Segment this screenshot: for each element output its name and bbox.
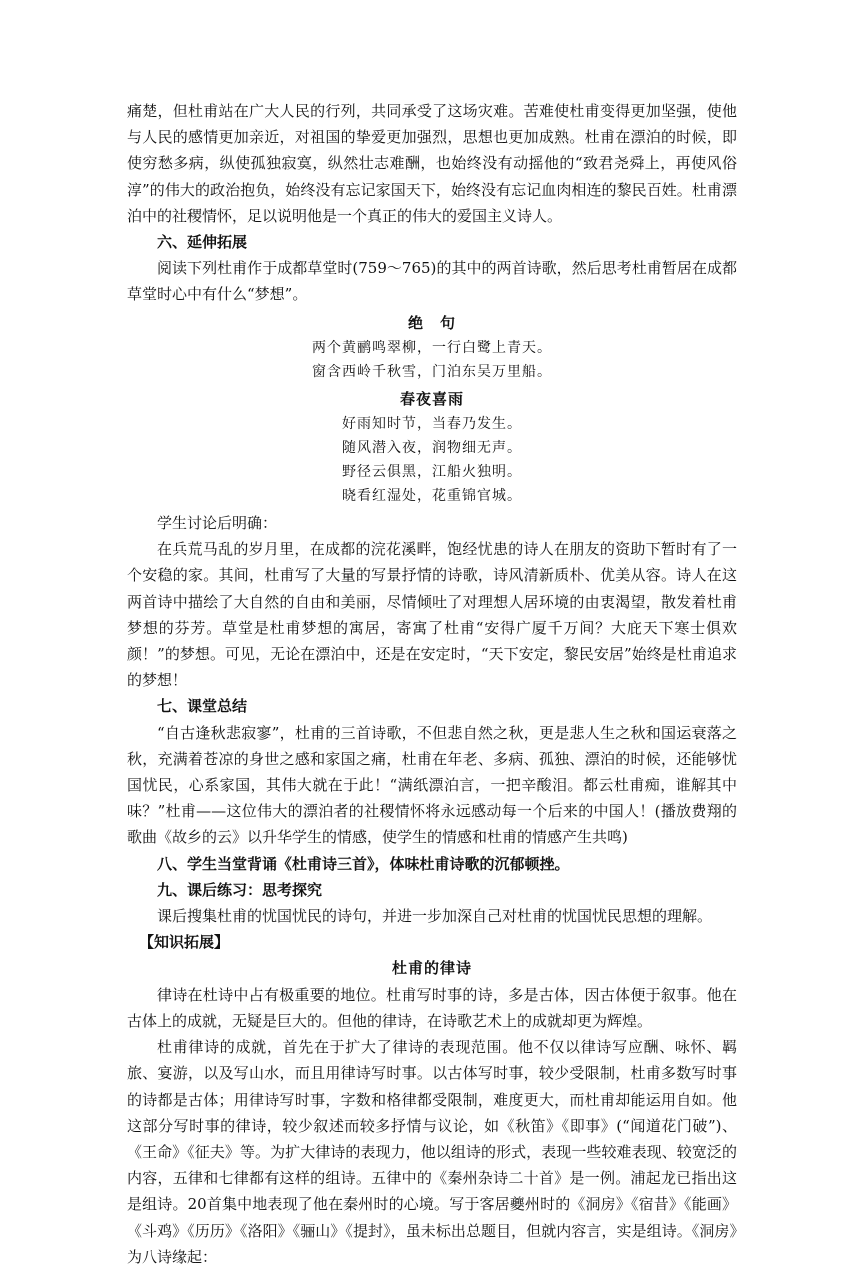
section-7-heading: 七、课堂总结 [157, 697, 248, 716]
knowledge-paragraph: 律诗在杜诗中占有极重要的地位。杜甫写时事的诗，多是古体，因古体便于叙事。他在古体上的成就，无疑是巨大的。但他的律诗，在诗歌艺术上的成就却更为辉煌。 [127, 985, 737, 1030]
section-6-heading: 六、延伸拓展 [157, 233, 248, 252]
poem-line: 窗含西岭千秋雪，门泊东吴万里船。 [312, 363, 552, 380]
poem-line: 随风潜入夜，润物细无声。 [342, 440, 522, 457]
section-6-instruction: 阅读下列杜甫作于成都草堂时(759～765)的其中的两首诗歌，然后思考杜甫暂居在成都草堂时心中有什么“梦想”。 [127, 259, 737, 304]
section-8-heading: 八、学生当堂背诵《杜甫诗三首》，体味杜甫诗歌的沉郁顿挫。 [157, 854, 570, 873]
poem-line: 晓看红湿处，花重锦官城。 [342, 488, 522, 505]
knowledge-paragraph: 杜甫律诗的成就，首先在于扩大了律诗的表现范围。他不仅以律诗写应酬、咏怀、羁旅、宴游，以及写山水，而且用律诗写时事。以古体写时事，较少受限制，杜甫多数写时事的诗都是古体；用律诗写时事，字数和格律都受限制，难度更大，而杜甫却能运用自如。他这部分写时事的律诗，较少叙述而较多抒情与议论，如《秋笛》《即事》(“闻道花门破”)、《王命》《征夫》等。为扩大律诗的表现力，他以组诗的形式，表现一些较难表现、较宽泛的内容，五律和七律都有这样的组诗。五律中的《秦州杂诗二十首》是一例。浦起龙已指出这是组诗。20首集中地表现了他在秦州时的心境。写于客居夔州时的《洞房》《宿昔》《能画》《斗鸡》《历历》《洛阳》《骊山》《提封》，虽未标出总题目，但就内容言，实是组诗。《洞房》为八诗缘起： [127, 1038, 737, 1266]
knowledge-label: 【知识拓展】 [139, 933, 230, 952]
section-9-text: 课后搜集杜甫的忧国忧民的诗句，并进一步加深自己对杜甫的忧国忧民思想的理解。 [157, 907, 713, 926]
poem-line: 好雨知时节，当春乃发生。 [342, 416, 522, 433]
poem-title: 春夜喜雨 [399, 389, 464, 408]
knowledge-title: 杜甫的律诗 [391, 959, 472, 978]
poem-chunye-xiyu [127, 386, 737, 508]
poem-jueju [127, 310, 737, 384]
discussion-label: 学生讨论后明确： [157, 514, 278, 533]
section-9-heading: 九、课后练习：思考探究 [157, 880, 323, 899]
document-page [127, 98, 737, 1270]
section-7-text: “自古逢秋悲寂寥”，杜甫的三首诗歌，不但悲自然之秋，更是悲人生之秋和国运衰落之秋，充满着苍凉的身世之感和家国之痛，杜甫在年老、多病、孤独、漂泊的时候，还能够忧国忧民，心系家国，其伟大就在于此！“满纸漂泊言，一把辛酸泪。都云杜甫痴，谁解其中味？”杜甫——这位伟大的漂泊者的社稷情怀将永远感动每一个后来的中国人！(播放费翔的歌曲《故乡的云》以升华学生的情感，使学生的情感和杜甫的情感产生共鸣) [127, 723, 737, 847]
intro-paragraph: 痛楚，但杜甫站在广大人民的行列，共同承受了这场灾难。苦难使杜甫变得更加坚强，使他与人民的感情更加亲近，对祖国的挚爱更加强烈，思想也更加成熟。杜甫在漂泊的时候，即使穷愁多病，纵使孤独寂寞，纵然壮志难酬，也始终没有动摇他的“致君尧舜上，再使风俗淳”的伟大的政治抱负，始终没有忘记家国天下，始终没有忘记血肉相连的黎民百姓。杜甫漂泊中的社稷情怀，足以说明他是一个真正的伟大的爱国主义诗人。 [127, 102, 737, 225]
poem-title: 绝 句 [407, 313, 456, 332]
poem-line: 野径云俱黑，江船火独明。 [342, 464, 522, 481]
discussion-text: 在兵荒马乱的岁月里，在成都的浣花溪畔，饱经忧患的诗人在朋友的资助下暂时有了一个安稳的家。其间，杜甫写了大量的写景抒情的诗歌，诗风清新质朴、优美从容。诗人在这两首诗中描绘了大自然的自由和美丽，尽情倾吐了对理想人居环境的由衷渴望，散发着杜甫梦想的芬芳。草堂是杜甫梦想的寓居，寄寓了杜甫“安得广厦千万间？大庇天下寒士俱欢颜！”的梦想。可见，无论在漂泊中，还是在安定时，“天下安定，黎民安居”始终是杜甫追求的梦想！ [127, 540, 737, 690]
poem-line: 两个黄鹂鸣翠柳，一行白鹭上青天。 [312, 339, 552, 356]
